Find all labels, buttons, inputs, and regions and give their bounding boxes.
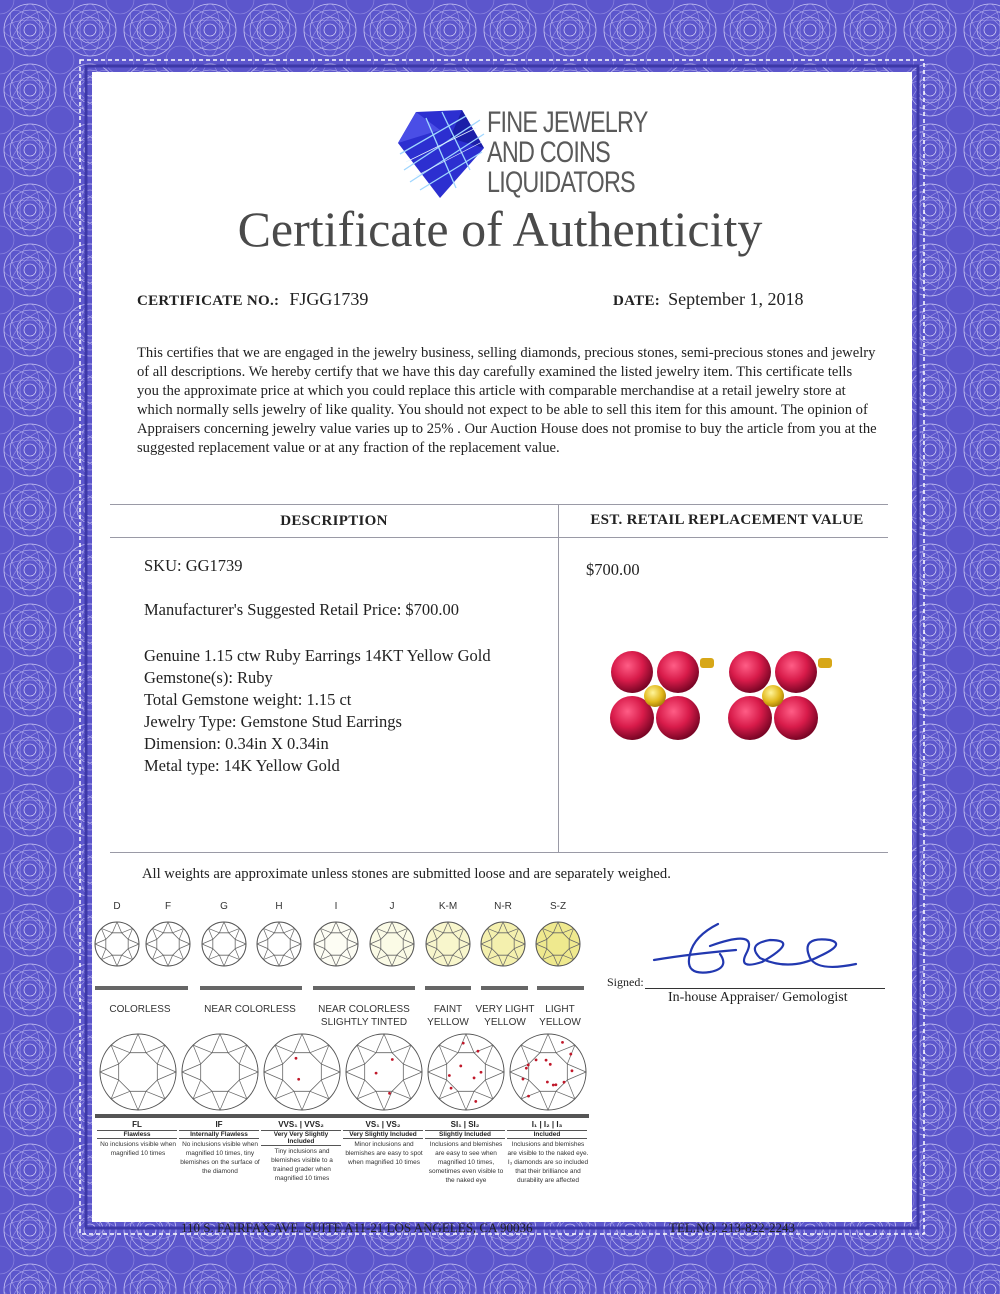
signed-label: Signed: bbox=[607, 975, 644, 989]
clarity-description: No inclusions visible when magnified 10 times, tiny blemishes on the surface of the diamond bbox=[180, 1141, 260, 1175]
value-header: EST. RETAIL REPLACEMENT VALUE bbox=[590, 512, 864, 528]
weights-note: All weights are approximate unless stones are submitted loose and are separately weighed. bbox=[142, 866, 671, 882]
footer-phone: TEL.NO. 213-822-2243 bbox=[669, 1220, 796, 1235]
clarity-grade-diamonds bbox=[95, 1030, 595, 1120]
clarity-grade-diamond bbox=[264, 1034, 340, 1110]
color-group-bar bbox=[425, 986, 471, 990]
color-group-bar bbox=[537, 986, 584, 990]
clarity-name: Included bbox=[507, 1130, 587, 1139]
clarity-code: I₁ | I₂ | I₃ bbox=[531, 1120, 563, 1129]
clarity-grade-column bbox=[179, 1120, 261, 1176]
detail-line: Gemstone(s): Ruby bbox=[144, 668, 273, 687]
category-line: YELLOW bbox=[484, 1017, 526, 1028]
color-grade-category bbox=[500, 1003, 620, 1029]
clarity-code: VVS₁ | VVS₂ bbox=[278, 1120, 324, 1129]
color-grade-letter: K-M bbox=[438, 901, 458, 912]
appraiser-role: In-house Appraiser/ Gemologist bbox=[668, 990, 848, 1005]
category-line: FAINT bbox=[433, 1004, 463, 1015]
clarity-description: Inclusions and blemishes are easy to see when magnified 10 times, sometimes even visible to the naked eye bbox=[428, 1141, 504, 1184]
company-name bbox=[487, 108, 693, 198]
clarity-code: VS₁ | VS₂ bbox=[365, 1120, 401, 1129]
msrp-text: Manufacturer's Suggested Retail Price: $700.00 bbox=[144, 600, 460, 619]
color-grade-diamond bbox=[146, 922, 190, 966]
color-grade-letter: H bbox=[275, 901, 283, 912]
color-group-bar bbox=[313, 986, 415, 990]
color-group-bar bbox=[200, 986, 302, 990]
clarity-description: No inclusions visible when magnified 10 times bbox=[100, 1141, 176, 1157]
company-name-line2: AND COINS bbox=[487, 136, 610, 169]
clarity-grade-diamond bbox=[182, 1034, 258, 1110]
clarity-name: Very Very Slightly Included bbox=[261, 1130, 341, 1146]
color-grade-diamond bbox=[314, 922, 358, 966]
clarity-grade-column bbox=[425, 1120, 507, 1185]
clarity-grade-column bbox=[343, 1120, 425, 1167]
signature-image bbox=[650, 910, 860, 990]
color-grade-diamond bbox=[536, 922, 580, 966]
category-line: YELLOW bbox=[427, 1017, 469, 1028]
clarity-grade-diamond bbox=[510, 1034, 586, 1110]
clarity-grade-table bbox=[0, 1120, 1000, 1220]
clarity-grade-diamond bbox=[346, 1034, 422, 1110]
clarity-grade-column bbox=[97, 1120, 179, 1158]
replacement-value: $700.00 bbox=[586, 560, 640, 579]
company-name-line3: LIQUIDATORS bbox=[487, 166, 635, 199]
color-grade-letter: S-Z bbox=[549, 901, 567, 912]
clarity-name: Very Slightly Included bbox=[343, 1130, 423, 1139]
intro-paragraph: This certifies that we are engaged in the jewelry business, selling diamonds, precious stones, semi-precious stones and jewelry of all descriptions. We hereby certify that we have this day carefully examined the listed jewelry item. This certificate tells you the approximate price at which you could replace this article with comparable merchandise at a retail jewelry store at which normally sells jewelry of like quality. You should not expect to be able to sell this item for this amount. The opinion of Appraisers concerning jewelry value varies up to 25% . Our Auction House does not promise to buy the article from you at the suggested replacement value or at any fraction of the replacement value. bbox=[137, 345, 877, 456]
color-grade-diamond bbox=[481, 922, 525, 966]
detail-line: Dimension: 0.34in X 0.34in bbox=[144, 734, 329, 753]
color-grade-diamond bbox=[202, 922, 246, 966]
description-header: DESCRIPTION bbox=[280, 513, 388, 529]
clarity-name: Flawless bbox=[97, 1130, 177, 1139]
color-grade-diamond bbox=[95, 922, 139, 966]
date-label: DATE: bbox=[613, 293, 661, 309]
clarity-code: IF bbox=[215, 1120, 223, 1129]
date-row bbox=[613, 289, 804, 310]
category-line: SLIGHTLY TINTED bbox=[320, 1017, 408, 1028]
detail-line: Jewelry Type: Gemstone Stud Earrings bbox=[144, 712, 402, 731]
color-grade-category bbox=[190, 1003, 310, 1016]
color-grade-diamond bbox=[426, 922, 470, 966]
clarity-bar bbox=[95, 1114, 589, 1118]
detail-line: Metal type: 14K Yellow Gold bbox=[144, 756, 340, 775]
footer-address: 110 S. FAIRFAX AVE. SUITE A11-21 LOS ANGELES, CA 90036 bbox=[181, 1220, 533, 1235]
category-line: NEAR COLORLESS bbox=[318, 1004, 410, 1015]
color-grade-letter: N-R bbox=[494, 901, 512, 912]
clarity-name: Internally Flawless bbox=[179, 1130, 259, 1139]
clarity-grade-diamond bbox=[100, 1034, 176, 1110]
color-grade-letter: G bbox=[220, 901, 228, 912]
table-column-divider bbox=[558, 504, 559, 852]
color-grade-letter: J bbox=[389, 901, 395, 912]
certificate-number-row bbox=[137, 289, 368, 310]
clarity-description: Minor inclusions and blemishes are easy to spot when magnified 10 times bbox=[345, 1141, 423, 1166]
page-title: Certificate of Authenticity bbox=[237, 201, 763, 257]
clarity-code: FL bbox=[132, 1120, 142, 1129]
color-grade-diamond bbox=[370, 922, 414, 966]
ruby-earrings-image bbox=[604, 640, 844, 750]
color-group-bar bbox=[95, 986, 188, 990]
category-line: LIGHT bbox=[545, 1004, 575, 1015]
table-bottom-rule bbox=[110, 852, 888, 853]
item-details bbox=[144, 645, 491, 777]
category-line: NEAR COLORLESS bbox=[204, 1004, 296, 1015]
clarity-name: Slightly Included bbox=[425, 1130, 505, 1139]
color-group-bar bbox=[481, 986, 528, 990]
category-line: YELLOW bbox=[539, 1017, 581, 1028]
detail-line: Total Gemstone weight: 1.15 ct bbox=[144, 690, 352, 709]
color-grade-category bbox=[80, 1003, 200, 1016]
clarity-code: SI₁ | SI₂ bbox=[450, 1120, 480, 1129]
color-grade-diamond bbox=[257, 922, 301, 966]
sku-text: SKU: GG1739 bbox=[144, 556, 243, 575]
date-value: September 1, 2018 bbox=[668, 289, 804, 309]
category-line: COLORLESS bbox=[109, 1004, 171, 1015]
category-line: VERY LIGHT bbox=[475, 1004, 535, 1015]
diamond-logo-icon bbox=[396, 108, 488, 200]
color-grade-letter: D bbox=[113, 901, 121, 912]
certificate-number-label: CERTIFICATE NO.: bbox=[137, 293, 280, 309]
clarity-grade-column bbox=[261, 1120, 343, 1183]
detail-line: Genuine 1.15 ctw Ruby Earrings 14KT Yellow Gold bbox=[144, 646, 491, 665]
table-header-rule bbox=[110, 537, 888, 538]
clarity-description: Tiny inclusions and blemishes visible to a trained grader when magnified 10 times bbox=[271, 1148, 333, 1182]
clarity-grade-diamond bbox=[428, 1034, 504, 1110]
clarity-description: Inclusions and blemishes are visible to the naked eye. I₃ diamonds are so included that their brilliance and durability are affected bbox=[507, 1141, 589, 1184]
color-grade-letter: F bbox=[164, 901, 172, 912]
clarity-grade-column bbox=[507, 1120, 589, 1185]
color-grade-categories bbox=[0, 1003, 1000, 1033]
color-grade-letter: I bbox=[334, 901, 338, 912]
table-top-rule bbox=[110, 504, 888, 505]
company-name-line1: FINE JEWELRY bbox=[487, 106, 648, 139]
certificate-number-value: FJGG1739 bbox=[289, 289, 369, 309]
